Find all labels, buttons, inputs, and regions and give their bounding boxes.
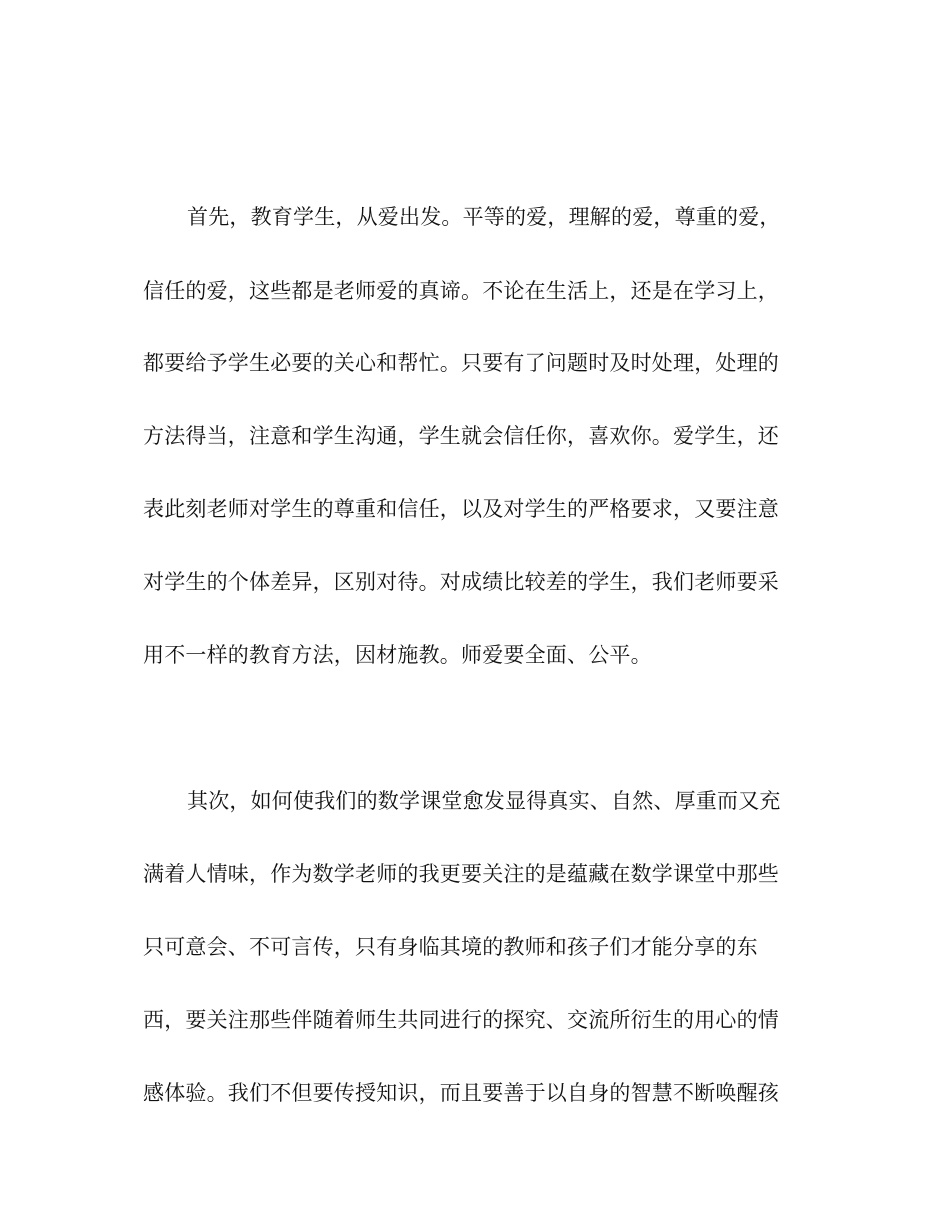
paragraph-line: 信任的爱，这些都是老师爱的真谛。不论在生活上，还是在学习上， xyxy=(143,279,779,303)
paragraph-line: 用不一样的教育方法，因材施教。师爱要全面、公平。 xyxy=(143,643,652,667)
paragraph-line: 感体验。我们不但要传授知识，而且要善于以自身的智慧不断唤醒孩 xyxy=(143,1081,779,1105)
paragraph-line: 都要给予学生必要的关心和帮忙。只要有了问题时及时处理，处理的 xyxy=(143,351,779,375)
paragraph-line: 首先，教育学生，从爱出发。平等的爱，理解的爱，尊重的爱， xyxy=(187,205,781,229)
paragraph-line: 对学生的个体差异，区别对待。对成绩比较差的学生，我们老师要采 xyxy=(143,570,779,594)
paragraph-line: 其次，如何使我们的数学课堂愈发显得真实、自然、厚重而又充 xyxy=(187,789,781,813)
paragraph-line: 西，要关注那些伴随着师生共同进行的探究、交流所衍生的用心的情 xyxy=(143,1008,779,1032)
paragraph-line: 满着人情味，作为数学老师的我更要关注的是蕴藏在数学课堂中那些 xyxy=(143,862,779,886)
paragraph-line: 只可意会、不可言传，只有身临其境的教师和孩子们才能分享的东 xyxy=(143,935,758,959)
paragraph-line: 方法得当，注意和学生沟通，学生就会信任你，喜欢你。爱学生，还 xyxy=(143,424,779,448)
paragraph-line: 表此刻老师对学生的尊重和信任，以及对学生的严格要求，又要注意 xyxy=(143,497,779,521)
